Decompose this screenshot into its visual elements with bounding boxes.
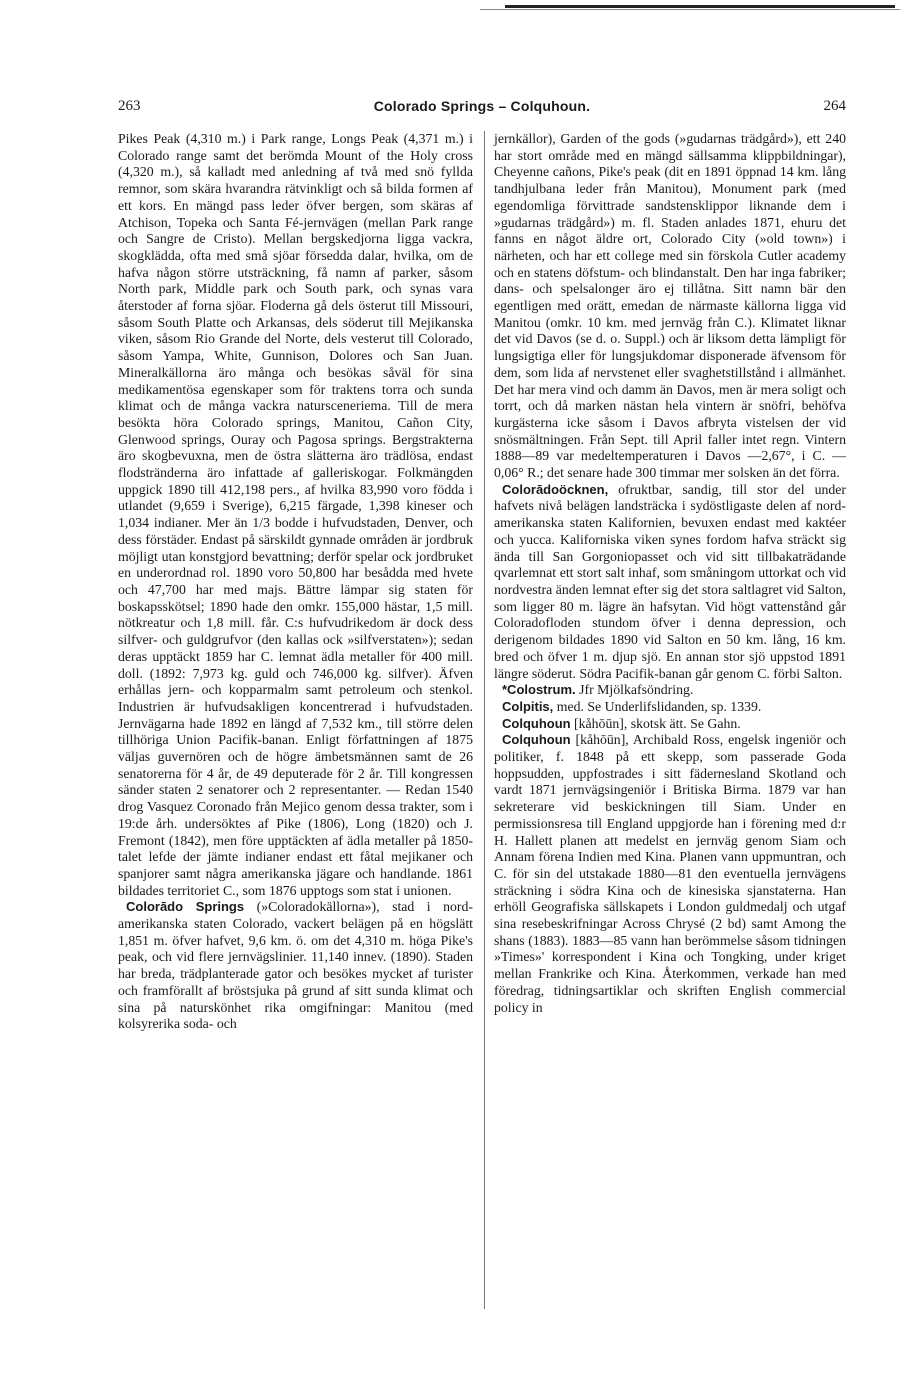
entry-colorado-springs (118, 899, 473, 1033)
top-scan-rule (505, 5, 895, 8)
top-scan-rule-thin (480, 9, 900, 10)
entry-colpitis (494, 699, 846, 716)
column-divider (484, 131, 485, 1309)
entry-colostrum (494, 682, 846, 699)
running-head: Colorado Springs – Colquhoun. (373, 98, 591, 114)
paragraph: Pikes Peak (4,310 m.) i Park range, Longs Peak (4,371 m.) i Colorado range samt det berömda Mount of the Holy cross (4,320 m.), så kalladt med anledning af två med snö fyllda remnor, som skära hvarandra rätvinkligt och så bilda formen af ett kors. En mängd pass leder öfver bergen, som skäras af Atchison, Topeka och Santa Fé-jernvägen (mellan Park range och Sangre de Cristo). Mellan bergskedjorna ligga vackra, skogklädda, ofta med små sjöar försedda dalar, hvilka, om de hafva någon större utsträckning, få namn af parker, såsom North park, Middle park och South park, och synas vara återstoder af forna sjöar. Floderna gå dels österut till Missouri, såsom South Platte och Arkansas, dels söderut till Mejikanska viken, såsom Rio Grande del Norte, dels vesterut till Colorado, såsom Yampa, White, Gunnison, Dolores och San Juan. Mineralkällorna äro många och besökas såväl för sina medikamentösa egenskaper som för traktens torra och sunda klimat och de många vackra natursceneriema. Till de mera besökta höra Colorado springs, Manitou, Cañon City, Glenwood springs, Ouray och Pagosa springs. Bergstrakterna äro skogbevuxna, men de östra slätterna äro trädlösa, endast flodstränderna äro infattade af galleriskogar. Folkmängden uppgick 1890 till 412,198 pers., af hvilka 83,990 voro födda i utlandet (9,659 i Sverige), 6,215 färgade, 1,398 kineser och 1,034 indianer. Mer än 1/3 bodde i hufvudstaden, Denver, och dess förstäder. Endast på särskildt gynnade områden är jordbruk möjligt utan konstgjord bevattning; derför spelar ock jordbruket en underordnad rol. 1890 voro 50,800 har besådda med hvete och 47,700 har med majs. Bättre lämpar sig staten för boskapsskötsel; 1890 hade den omkr. 155,000 hästar, 1,5 mill. nötkreatur och 1,8 mill. får. C:s hufvudrikedom är dock dess silfver- och guldgrufvor (den kallas ock »silfverstaten»); sedan deras upptäckt 1859 har C. lemnat ädla metaller för 400 mill. doll. (1892: 7,973 kg. guld och 746,000 kg. silfver). Äfven erhållas jern- och kopparmalm samt petroleum och stenkol. Industrien är hufvudsakligen koncentrerad i hufvudstaden. Jernvägarna hade 1892 en längd af 7,532 km., till större delen tillhöriga Union Pacifik-banan. Enligt författningen af 1875 väljas guvernören och de högre ämbetsmännen samt de 26 senatorerna för 4 år, de 49 deputerade för 2 år. Till kongressen sänder staten 2 senatorer och 2 representanter. — Redan 1540 drog Vasquez Coronado från Mejico genom dessa trakter, som i 19:de årh. undersöktes af Pike (1806), Long (1820) och J. Fremont (1842), men före upptäckten af ädla metaller på 1850-talet lefde der jämte indianer endast ett fåtal mejikaner och spanjorer samt några amerikanska jägare och handlande. 1861 bildades territoriet C., som 1876 upptogs som stat i unionen. (118, 131, 473, 898)
headword: Colpitis, (502, 698, 554, 714)
headword: Colquhoun (502, 715, 571, 731)
right-column (494, 131, 846, 1016)
headword: *Colostrum. (502, 682, 576, 698)
entry-colquhoun-family (494, 716, 846, 733)
headword: Colorādo Springs (126, 899, 245, 915)
entry-text: [kåhōūn], skotsk ätt. Se Gahn. (570, 715, 741, 731)
headword: Colorādoöcknen, (502, 481, 609, 497)
page-number-left: 263 (118, 98, 141, 114)
entry-text: med. Se Underlifslidanden, sp. 1339. (553, 698, 762, 714)
left-column (118, 131, 473, 1033)
paragraph: jernkällor), Garden of the gods (»gudarnas trädgård»), ett 240 har stort område med en mängd sällsamma klippbildningar), Cheyenne cañons, Pike's peak (dit en 1891 öppnad 14 km. lång tandhjulbana leder från Manitou), Monument park (med egendomliga förvittrade sandstensklippor liknande dem i »gudarnas trädgård») m. fl. Staden anlades 1871, ehuru det fanns en något äldre ort, Colorado City (»old town») i närheten, och har ett college med sin förskola Cutler academy och en statens döfstum- och blindanstalt. Den har inga fabriker; dans- och spelsalonger äro ej tillåtna. Sitt namn bär den egentligen med orätt, emedan de närmaste källorna ligga vid Manitou (omkr. 10 km. med jernväg från C.). Klimatet liknar det vid Davos (se d. o. Suppl.) och är liksom detta lämpligt för lungsigtiga eller för lungsjukdomar disponerade äfvensom för dem, som lida af nervstenet eller svaghetstillstånd i allmänhet. Det har mera vind och damm än Davos, men är mera soligt och torrt, och då marken nästan hela vintern är snöfri, behöfva kurgästerna icke såsom i Davos afbryta vistelsen der vid snösmältningen. Från Sept. till April faller intet regn. Vintern 1888—89 var medeltemperaturen i Davos —2,67°, i C. —0,06° R.; det senare hade 300 timmar mer solsken än det förra. (494, 131, 846, 481)
entry-coloradoocknen (494, 482, 846, 682)
entry-text: ofruktbar, sandig, till stor del under hafvets nivå belägen landsträcka i sydöstligaste delen af nord-amerikanska staten Kalifornien, bevuxen endast med kaktéer och yucca. Kaliforniska viken synes fordom hafva sträckt sig ända till San Gorgoniopasset och vid sitt tillbakaträdande qvarlemnat ett stort salt inhaf, som småningom uttorkat och vid nordvestra änden lemnat efter sig det stora saltlagret vid Salton, som ligger 80 m. lägre än hafsytan. Vid högt vattenstånd går Coloradofloden stundom öfver i denna depression, och derigenom bildades 1890 vid Salton en 50 km. lång, 16 km. bred och öfver 1 m. djup sjö. En annan stor sjö uppstod 1891 längre söderut. Södra Pacifik-banan går genom C. förbi Salton. (494, 481, 846, 681)
entry-colquhoun-archibald (494, 732, 846, 1016)
page-header (118, 98, 846, 122)
entry-text: (»Coloradokällorna»), stad i nord-amerikanska staten Colorado, vackert belägen på en högslätt 1,851 m. öfver hafvet, 9,6 km. ö. om det 4,310 m. höga Pike's peak, och vid flere jernvägslinier. 11,140 innev. (1890). Staden har breda, trädplanterade gator och besökes mycket af turister och framförallt af bröstsjuka på grund af sitt sunda klimat och sina på naturskönhet rika omgifningar: Manitou (med kolsyrerika soda- och (118, 899, 473, 1032)
entry-text: [kåhōūn], Archibald Ross, engelsk ingeniör och politiker, f. 1848 på ett skepp, som passerade Goda hoppsudden, uppfostrades i sitt fädernesland Skotland och vardt 1871 jernvägsingeniör i Britiska Birma. 1879 var han sekreterare vid beskickningen till Siam. Under en permissionsresa till England uppgjorde han i förening med d:r H. Hallett planen att medelst en jernväg genom Siam och Annam förena Indien med Kina. Planen vann uppmuntran, och C. för sin del utstakade 1880—81 den eventuella jernvägens sträckning i södra Kina och de kinesiska sjanstaterna. Han erhöll Geografiska sällskapets i London guldmedalj och utgaf sina resebeskrifningar Across Chrysé (2 bd) samt Among the shans (1883). 1883—85 vann han berömmelse såsom tidningen »Times»' korrespondent i Kina och Tongking, under kriget mellan Frankrike och Kina. Återkommen, verkade han med föredrag, tidningsartiklar och skriften English commercial policy in (494, 732, 846, 1015)
entry-text: Jfr Mjölkafsöndring. (575, 682, 694, 698)
headword: Colquhoun (502, 732, 571, 748)
page-number-right: 264 (823, 98, 846, 114)
